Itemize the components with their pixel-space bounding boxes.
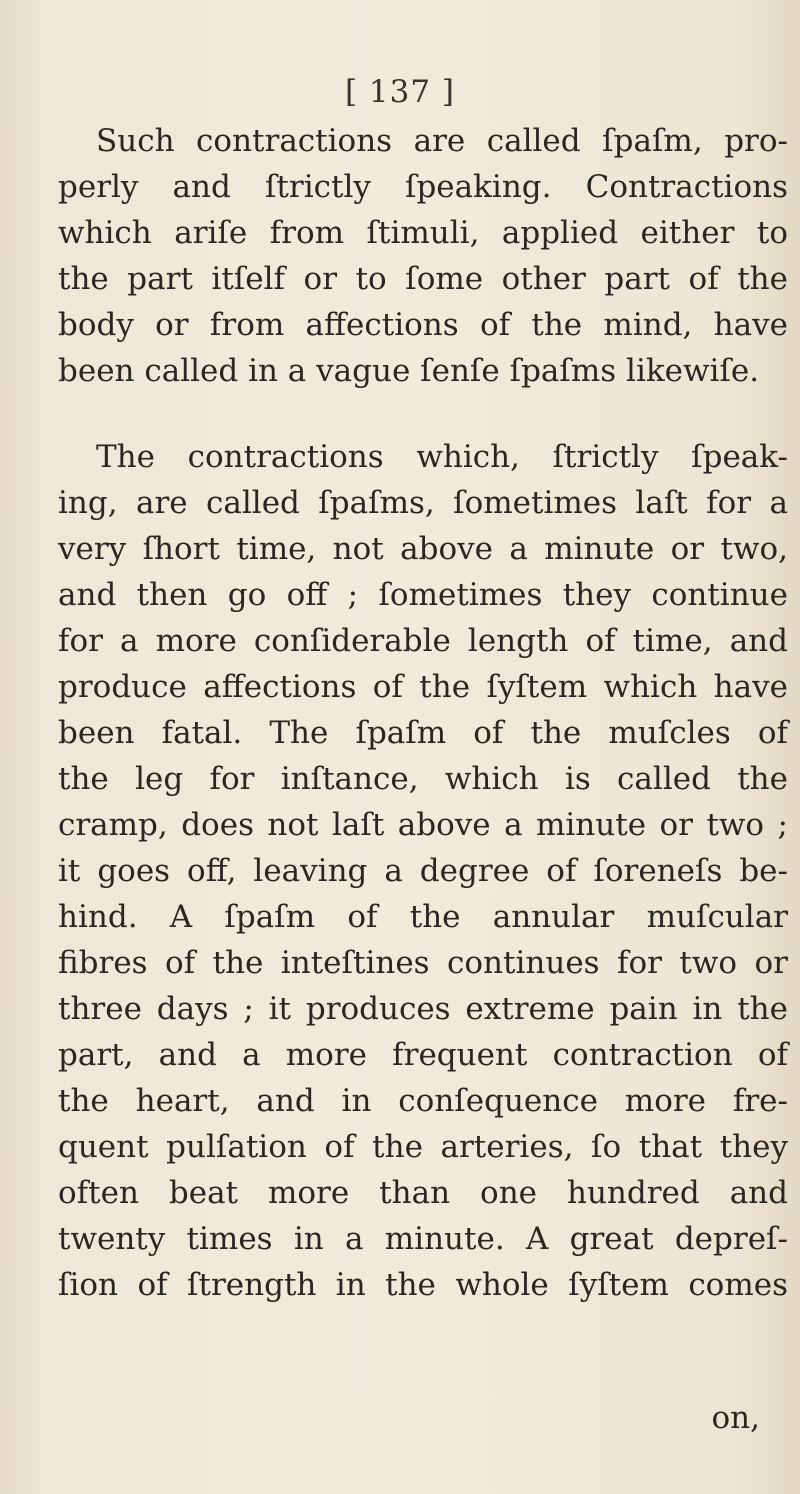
body-text — [58, 118, 788, 1308]
text-line: perly and ſtrictly ſpeaking. Contractions — [58, 169, 788, 205]
text-line: three days ; it produces extreme pain in the — [58, 991, 788, 1027]
text-line: body or from affections of the mind, have — [58, 307, 788, 343]
text-line: the part itſelf or to ſome other part of the — [58, 261, 788, 297]
text-line: been fatal. The ſpaſm of the muſcles of — [58, 715, 788, 751]
text-line: been called in a vague ſenſe ſpaſms likewiſe. — [58, 353, 760, 389]
text-line: part, and a more frequent contraction of — [58, 1037, 788, 1073]
text-line: for a more conſiderable length of time, and — [58, 623, 788, 659]
page-number: [ 137 ] — [344, 74, 456, 110]
text-line: the heart, and in conſequence more fre- — [58, 1083, 788, 1119]
text-line: hind. A ſpaſm of the annular muſcular — [58, 899, 788, 935]
text-line: The contractions which, ſtrictly ſpeak- — [96, 439, 788, 475]
text-line: and then go off ; ſometimes they continue — [58, 577, 788, 613]
paragraph-1 — [58, 118, 788, 394]
text-line: twenty times in a minute. A great depreſ- — [58, 1221, 788, 1257]
catchword: on, — [711, 1400, 760, 1436]
text-line: the leg for inſtance, which is called the — [58, 761, 788, 797]
text-line: it goes off, leaving a degree of ſoreneſs be- — [58, 853, 788, 889]
text-line: Such contractions are called ſpaſm, pro- — [96, 123, 788, 159]
text-line: often beat more than one hundred and — [58, 1175, 788, 1211]
text-line: cramp, does not laſt above a minute or two ; — [58, 807, 788, 843]
paragraph-gap — [58, 394, 788, 434]
text-line: ſion of ſtrength in the whole ſyſtem comes — [58, 1267, 788, 1303]
text-line: fibres of the inteſtines continues for two or — [58, 945, 788, 981]
paragraph-2 — [58, 434, 788, 1308]
text-line: ing, are called ſpaſms, ſometimes laſt for a — [58, 485, 788, 521]
text-line: which ariſe from ſtimuli, applied either to — [58, 215, 788, 251]
text-line: quent pulſation of the arteries, ſo that they — [58, 1129, 788, 1165]
text-line: very ſhort time, not above a minute or two, — [58, 531, 788, 567]
text-line: produce affections of the ſyſtem which have — [58, 669, 788, 705]
